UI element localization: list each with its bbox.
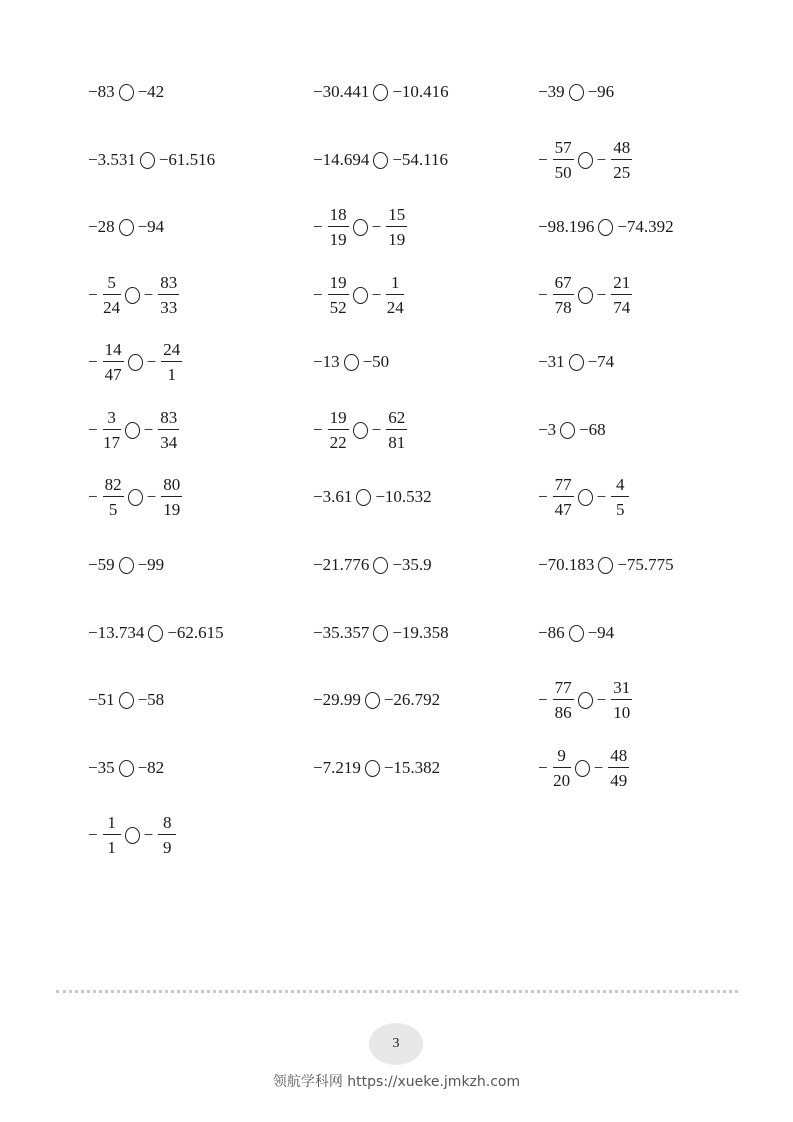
fraction [553, 679, 574, 721]
comparison-problem [313, 396, 407, 464]
answer-circle[interactable] [373, 84, 388, 101]
answer-circle[interactable] [598, 557, 613, 574]
answer-circle[interactable] [119, 219, 134, 236]
problem-row [88, 599, 748, 667]
comparison-problem [538, 58, 614, 126]
answer-circle[interactable] [119, 760, 134, 777]
answer-circle[interactable] [356, 489, 371, 506]
minus-sign: − [371, 285, 382, 304]
fraction [328, 206, 349, 248]
answer-circle[interactable] [353, 422, 368, 439]
minus-sign: − [538, 690, 548, 709]
left-operand: −86 [538, 623, 565, 642]
minus-sign: − [313, 285, 323, 304]
denominator: 17 [103, 433, 121, 452]
right-operand: −58 [137, 690, 165, 709]
problem-row [88, 531, 748, 599]
page-number: 3 [392, 1036, 400, 1051]
right-fraction [597, 274, 633, 316]
right-operand: −74.392 [617, 217, 674, 236]
left-operand: −3.531 [88, 150, 136, 169]
problem-row [88, 801, 748, 869]
fraction [158, 814, 176, 856]
right-operand: −94 [137, 217, 165, 236]
fraction [386, 206, 407, 248]
denominator: 34 [160, 433, 178, 452]
numerator: 4 [611, 476, 629, 497]
fraction [553, 139, 574, 181]
denominator: 5 [108, 500, 118, 519]
numerator: 19 [328, 409, 349, 430]
left-operand: −28 [88, 217, 115, 236]
denominator: 5 [615, 500, 625, 519]
left-fraction [88, 341, 124, 383]
answer-circle[interactable] [140, 152, 155, 169]
numerator: 18 [328, 206, 349, 227]
numerator: 5 [103, 274, 121, 295]
answer-circle[interactable] [128, 489, 143, 506]
minus-sign: − [538, 758, 548, 777]
right-operand: −42 [137, 82, 165, 101]
denominator: 24 [386, 298, 404, 317]
fraction [611, 679, 632, 721]
minus-sign: − [143, 825, 154, 844]
fraction [553, 274, 574, 316]
minus-sign: − [88, 825, 98, 844]
denominator: 9 [162, 838, 172, 857]
numerator: 83 [158, 274, 179, 295]
left-fraction [538, 274, 574, 316]
fraction [161, 476, 182, 518]
fraction [103, 274, 121, 316]
comparison-problem [313, 193, 407, 261]
numerator: 80 [161, 476, 182, 497]
numerator: 19 [328, 274, 349, 295]
comparison-problem [538, 126, 632, 194]
right-fraction [372, 206, 408, 248]
minus-sign: − [143, 420, 154, 439]
comparison-problem [538, 666, 632, 734]
fraction [103, 409, 121, 451]
numerator: 9 [553, 747, 571, 768]
right-operand: −75.775 [617, 555, 674, 574]
left-fraction [538, 679, 574, 721]
right-operand: −35.9 [392, 555, 432, 574]
answer-circle[interactable] [598, 219, 613, 236]
fraction [158, 274, 179, 316]
numerator: 67 [553, 274, 574, 295]
denominator: 50 [554, 163, 572, 182]
comparison-problem [88, 531, 164, 599]
comparison-problem [88, 396, 179, 464]
problem-row [88, 193, 748, 261]
right-operand: −61.516 [158, 150, 216, 169]
comparison-problem [313, 734, 440, 802]
denominator: 1 [167, 365, 176, 384]
left-operand: −98.196 [538, 217, 595, 236]
right-operand: −50 [362, 352, 390, 371]
numerator: 57 [553, 139, 574, 160]
left-operand: −3 [538, 420, 557, 439]
right-operand: −54.116 [392, 150, 449, 169]
fraction [103, 814, 121, 856]
left-fraction [538, 139, 574, 181]
numerator: 82 [103, 476, 124, 497]
problem-row [88, 328, 748, 396]
right-operand: −68 [579, 420, 606, 439]
left-operand: −30.441 [313, 82, 370, 101]
left-fraction [538, 747, 571, 789]
answer-circle[interactable] [578, 152, 593, 169]
comparison-problem [313, 261, 404, 329]
fraction [158, 409, 179, 451]
comparison-problem [313, 126, 448, 194]
left-fraction [313, 274, 349, 316]
left-fraction [313, 409, 349, 451]
right-fraction [597, 679, 633, 721]
minus-sign: − [313, 420, 323, 439]
comparison-problem [88, 58, 164, 126]
left-operand: −70.183 [538, 555, 595, 574]
fraction [328, 409, 349, 451]
denominator: 78 [554, 298, 572, 317]
right-operand: −10.416 [392, 82, 449, 101]
minus-sign: − [88, 285, 98, 304]
left-operand: −21.776 [313, 555, 370, 574]
minus-sign: − [538, 487, 548, 506]
answer-circle[interactable] [578, 489, 593, 506]
numerator: 48 [608, 747, 629, 768]
denominator: 25 [613, 163, 631, 182]
minus-sign: − [88, 487, 98, 506]
comparison-problem [538, 396, 606, 464]
fraction [611, 139, 632, 181]
left-operand: −39 [538, 82, 565, 101]
minus-sign: − [596, 285, 607, 304]
left-operand: −83 [88, 82, 115, 101]
minus-sign: − [143, 285, 154, 304]
denominator: 47 [554, 500, 572, 519]
fraction [611, 476, 629, 518]
minus-sign: − [371, 420, 382, 439]
right-fraction [144, 814, 177, 856]
comparison-problem [538, 328, 614, 396]
right-operand: −10.532 [375, 487, 432, 506]
fraction [103, 341, 124, 383]
footer-site-text: 领航学科网 https://xueke.jmkzh.com [272, 1074, 521, 1090]
minus-sign: − [538, 150, 548, 169]
left-fraction [88, 476, 124, 518]
minus-sign: − [313, 217, 323, 236]
answer-circle[interactable] [119, 84, 134, 101]
minus-sign: − [146, 352, 157, 371]
right-operand: −96 [587, 82, 615, 101]
comparison-problem [313, 328, 389, 396]
problem-row [88, 734, 748, 802]
answer-circle[interactable] [125, 287, 140, 304]
fraction [386, 274, 404, 316]
comparison-problem [88, 126, 215, 194]
problem-row [88, 58, 748, 126]
answer-circle[interactable] [344, 354, 359, 371]
fraction [161, 341, 182, 383]
answer-circle[interactable] [373, 152, 388, 169]
answer-circle[interactable] [365, 760, 380, 777]
left-fraction [88, 814, 121, 856]
answer-circle[interactable] [125, 422, 140, 439]
answer-circle[interactable] [560, 422, 575, 439]
minus-sign: − [596, 150, 607, 169]
left-operand: −14.694 [313, 150, 370, 169]
left-fraction [88, 274, 121, 316]
left-operand: −3.61 [313, 487, 353, 506]
numerator: 48 [611, 139, 632, 160]
left-operand: −13 [313, 352, 340, 371]
right-fraction [144, 409, 180, 451]
answer-circle[interactable] [578, 287, 593, 304]
left-operand: −29.99 [313, 690, 361, 709]
denominator: 19 [163, 500, 181, 519]
right-fraction [594, 747, 630, 789]
right-operand: −26.792 [383, 690, 441, 709]
right-fraction [597, 139, 633, 181]
problem-row [88, 666, 748, 734]
numerator: 15 [386, 206, 407, 227]
answer-circle[interactable] [569, 84, 584, 101]
answer-circle[interactable] [365, 692, 380, 709]
numerator: 77 [553, 679, 574, 700]
numerator: 21 [611, 274, 632, 295]
denominator: 1 [107, 838, 116, 857]
comparison-problem [88, 463, 182, 531]
denominator: 86 [554, 703, 572, 722]
left-fraction [88, 409, 121, 451]
right-operand: −62.615 [167, 623, 224, 642]
answer-circle[interactable] [353, 219, 368, 236]
comparison-problem [88, 328, 182, 396]
comparison-problem [88, 193, 164, 261]
comparison-problem [538, 261, 632, 329]
comparison-problem [88, 734, 164, 802]
numerator: 77 [553, 476, 574, 497]
comparison-problem [313, 666, 440, 734]
fraction [611, 274, 632, 316]
numerator: 14 [103, 341, 124, 362]
denominator: 52 [329, 298, 347, 317]
answer-circle[interactable] [119, 692, 134, 709]
answer-circle[interactable] [125, 827, 140, 844]
left-fraction [538, 476, 574, 518]
numerator: 1 [103, 814, 121, 835]
right-fraction [144, 274, 180, 316]
answer-circle[interactable] [373, 625, 388, 642]
minus-sign: − [596, 690, 607, 709]
right-fraction [147, 341, 183, 383]
answer-circle[interactable] [569, 354, 584, 371]
minus-sign: − [538, 285, 548, 304]
denominator: 81 [388, 433, 406, 452]
numerator: 83 [158, 409, 179, 430]
answer-circle[interactable] [353, 287, 368, 304]
comparison-problem [538, 193, 674, 261]
numerator: 3 [103, 409, 121, 430]
minus-sign: − [593, 758, 604, 777]
left-operand: −13.734 [88, 623, 145, 642]
answer-circle[interactable] [578, 692, 593, 709]
right-operand: −19.358 [392, 623, 449, 642]
comparison-problem [88, 801, 176, 869]
comparison-problem [538, 734, 629, 802]
problem-row [88, 126, 748, 194]
left-operand: −35 [88, 758, 115, 777]
left-operand: −35.357 [313, 623, 370, 642]
denominator: 74 [613, 298, 631, 317]
problem-row [88, 261, 748, 329]
comparison-problem [313, 599, 449, 667]
right-operand: −15.382 [383, 758, 441, 777]
minus-sign: − [371, 217, 382, 236]
comparison-problem [538, 599, 614, 667]
denominator: 19 [388, 230, 406, 249]
numerator: 31 [611, 679, 632, 700]
comparison-problem [538, 531, 674, 599]
comparison-problem [313, 463, 432, 531]
fraction [553, 476, 574, 518]
numerator: 8 [158, 814, 176, 835]
denominator: 22 [329, 433, 347, 452]
left-operand: −31 [538, 352, 565, 371]
right-operand: −74 [587, 352, 615, 371]
comparison-problem [88, 261, 179, 329]
denominator: 10 [613, 703, 631, 722]
right-fraction [147, 476, 183, 518]
dotted-divider [56, 990, 738, 993]
left-operand: −51 [88, 690, 115, 709]
right-fraction [372, 274, 405, 316]
denominator: 33 [160, 298, 178, 317]
comparison-problem [538, 463, 629, 531]
minus-sign: − [88, 352, 98, 371]
answer-circle[interactable] [128, 354, 143, 371]
comparison-problem [313, 58, 449, 126]
right-fraction [597, 476, 630, 518]
answer-circle[interactable] [569, 625, 584, 642]
answer-circle[interactable] [373, 557, 388, 574]
answer-circle[interactable] [119, 557, 134, 574]
fraction [608, 747, 629, 789]
fraction [328, 274, 349, 316]
left-operand: −7.219 [313, 758, 361, 777]
minus-sign: − [596, 487, 607, 506]
denominator: 19 [329, 230, 347, 249]
right-operand: −82 [137, 758, 165, 777]
problem-row [88, 463, 748, 531]
right-operand: −94 [587, 623, 615, 642]
numerator: 24 [161, 341, 182, 362]
minus-sign: − [88, 420, 98, 439]
numerator: 62 [386, 409, 407, 430]
numerator: 1 [386, 274, 404, 295]
comparison-problem [313, 531, 432, 599]
denominator: 24 [103, 298, 121, 317]
answer-circle[interactable] [575, 760, 590, 777]
comparison-problem [88, 599, 224, 667]
denominator: 47 [104, 365, 122, 384]
denominator: 49 [610, 771, 628, 790]
right-fraction [372, 409, 408, 451]
fraction [386, 409, 407, 451]
minus-sign: − [146, 487, 157, 506]
denominator: 20 [553, 771, 571, 790]
left-fraction [313, 206, 349, 248]
answer-circle[interactable] [148, 625, 163, 642]
comparison-problem [88, 666, 164, 734]
fraction [553, 747, 571, 789]
problem-row [88, 396, 748, 464]
right-operand: −99 [137, 555, 165, 574]
fraction [103, 476, 124, 518]
left-operand: −59 [88, 555, 115, 574]
page-number-badge [369, 1023, 423, 1065]
